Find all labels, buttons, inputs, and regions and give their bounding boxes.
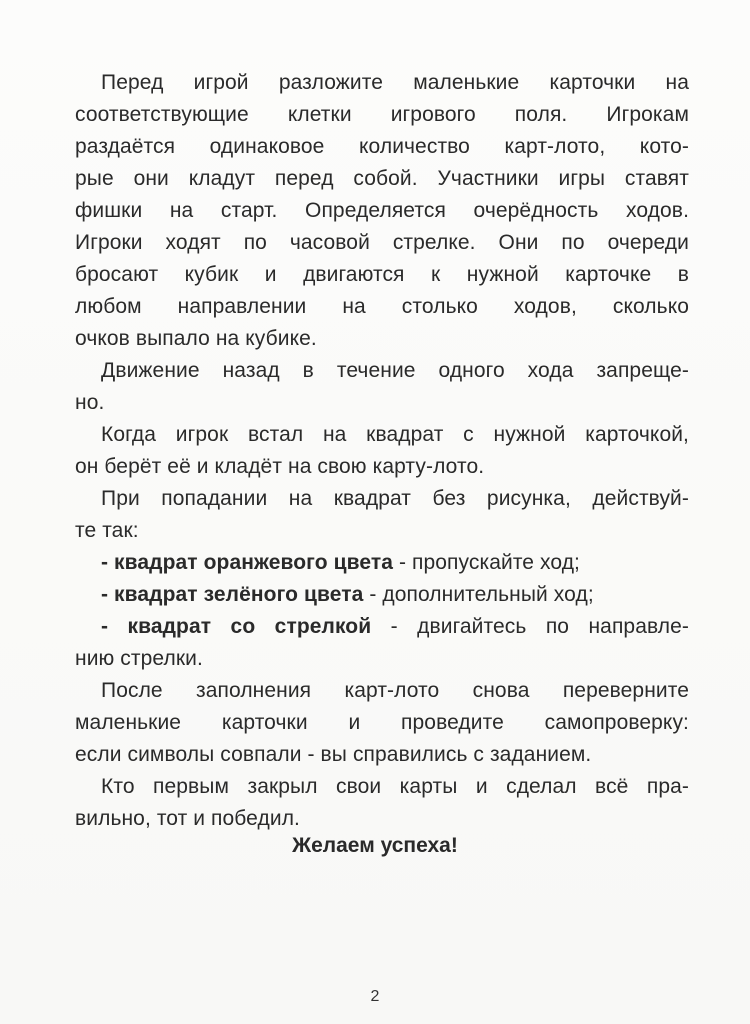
paragraph-winner (75, 771, 689, 835)
rule-term: - квадрат со стрелкой (101, 615, 372, 638)
paragraph-take-card (75, 419, 689, 483)
paragraph-self-check (75, 675, 689, 771)
rules-list (75, 547, 689, 675)
text-line: маленькие карточки и проведите самопроверку: (75, 711, 689, 734)
closing-wish: Желаем успеха! (292, 834, 458, 857)
rule-term: - квадрат оранжевого цвета (101, 551, 394, 574)
text-line: вильно, тот и победил. (75, 807, 300, 830)
text-line: рые они кладут перед собой. Участники игры ставят (75, 167, 689, 190)
text-line: При попадании на квадрат без рисунка, действуй- (101, 487, 689, 510)
text-line: Движение назад в течение одного хода запреще- (101, 359, 689, 382)
text-line: нию стрелки. (75, 647, 203, 670)
rule-item-arrow (75, 611, 689, 643)
rule-term: - квадрат зелёного цвета (101, 583, 364, 606)
text-line: Кто первым закрыл свои карты и сделал всё пра- (101, 775, 689, 798)
rule-item-green (75, 579, 689, 611)
text-line: любом направлении на столько ходов, сколько (75, 295, 689, 318)
text-line: После заполнения карт-лото снова переверните (101, 679, 689, 702)
text-line: Перед игрой разложите маленькие карточки на (101, 71, 689, 94)
rule-description: - дополнительный ход; (363, 583, 594, 606)
rule-description: - пропускайте ход; (393, 551, 580, 574)
text-line: он берёт её и кладёт на свою карту-лото. (75, 455, 485, 478)
text-line: если символы совпали - вы справились с заданием. (75, 743, 592, 766)
text-line: очков выпало на кубике. (75, 327, 317, 350)
rule-description: - двигайтесь по направле- (371, 615, 689, 638)
text-line: Игроки ходят по часовой стрелке. Они по очереди (75, 231, 689, 254)
paragraph-no-backward (75, 355, 689, 419)
rule-item-orange (75, 547, 689, 579)
text-line: те так: (75, 519, 139, 542)
text-line: но. (75, 391, 105, 414)
text-line: соответствующие клетки игрового поля. Игрокам (75, 103, 689, 126)
text-line: раздаётся одинаковое количество карт-лото, кото- (75, 135, 689, 158)
instructions-text (75, 67, 689, 835)
text-line: фишки на старт. Определяется очерёдность ходов. (75, 199, 689, 222)
text-line: бросают кубик и двигаются к нужной карточке в (75, 263, 689, 286)
text-line: Когда игрок встал на квадрат с нужной карточкой, (101, 423, 689, 446)
paragraph-setup (75, 67, 689, 355)
page-number: 2 (370, 988, 380, 1005)
paragraph-empty-square (75, 483, 689, 547)
